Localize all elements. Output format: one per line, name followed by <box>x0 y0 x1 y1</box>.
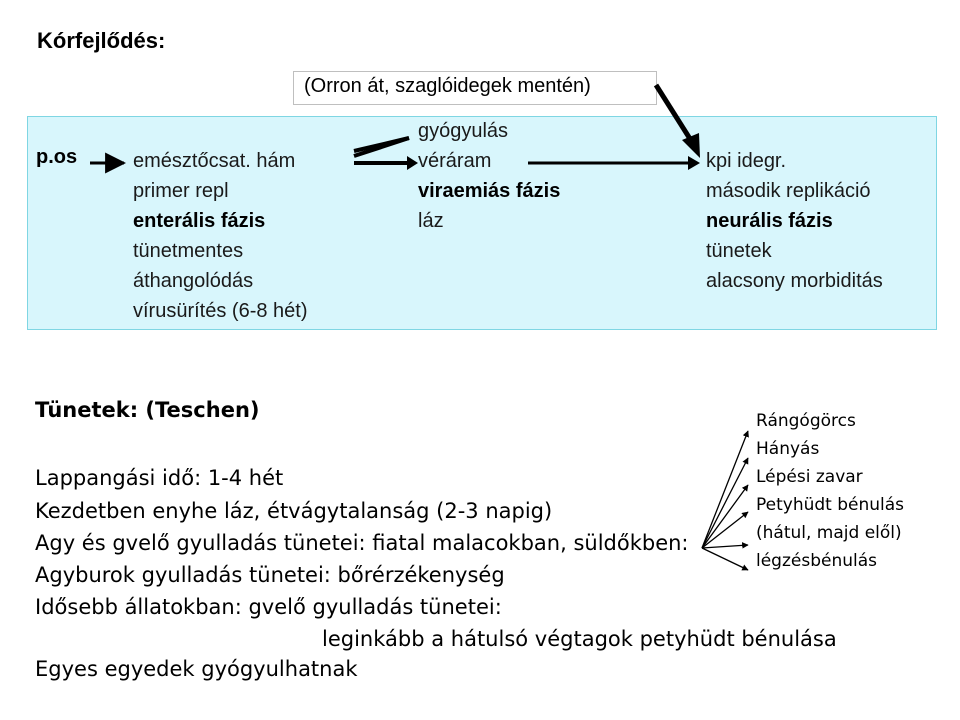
symptom-line: Agy és gvelő gyulladás tünetei: fiatal malacokban, süldőkben: <box>35 531 689 555</box>
symptom-line: Idősebb állatokban: gvelő gyulladás tünetei: <box>35 595 502 619</box>
col2-line: gyógyulás <box>418 120 509 142</box>
symptom-line: Egyes egyedek gyógyulhatnak <box>35 657 358 681</box>
symptom-line: Lappangási idő: 1-4 hét <box>35 466 284 490</box>
symptom-fan-arrows <box>702 431 748 570</box>
symptom-line: Agyburok gyulladás tünetei: bőrérzékenység <box>35 563 505 587</box>
col1-line: áthangolódás <box>133 270 254 292</box>
flow-arrows <box>354 85 700 170</box>
col3-line: második replikáció <box>706 180 871 202</box>
col3-line: kpi idegr. <box>706 150 787 172</box>
col1-line: primer repl <box>133 180 229 202</box>
symptom-line: leginkább a hátulsó végtagok petyhüdt bénulása <box>322 627 837 651</box>
col1-line: vírusürítés (6-8 hét) <box>133 300 308 322</box>
symptom-list-item: Hányás <box>756 439 820 459</box>
symptom-line: Kezdetben enyhe láz, étvágytalanság (2-3 napig) <box>35 499 553 523</box>
col3-line: tünetek <box>706 240 772 262</box>
slide-title: Kórfejlődés: <box>37 28 166 53</box>
entry-route-label: p.os <box>36 146 78 168</box>
symptom-list-item: (hátul, majd elől) <box>756 523 902 543</box>
col1-line: emésztőcsat. hám <box>133 150 296 172</box>
col3-line: alacsony morbiditás <box>706 270 883 292</box>
col2-line: véráram <box>418 150 492 172</box>
route-label: (Orron át, szaglóidegek mentén) <box>304 75 591 97</box>
symptom-list-item: Petyhüdt bénulás <box>756 495 905 515</box>
symptom-list-item: Rángógörcs <box>756 411 856 431</box>
viremic-phase-heading: viraemiás fázis <box>418 180 561 202</box>
symptom-list-item: Lépési zavar <box>756 467 863 487</box>
symptom-list-item: légzésbénulás <box>756 551 878 571</box>
symptoms-heading: Tünetek: (Teschen) <box>35 398 260 422</box>
col1-line: tünetmentes <box>133 240 244 262</box>
col2-line: láz <box>418 210 444 232</box>
neural-phase-heading: neurális fázis <box>706 210 833 232</box>
enteral-phase-heading: enterális fázis <box>133 210 266 232</box>
